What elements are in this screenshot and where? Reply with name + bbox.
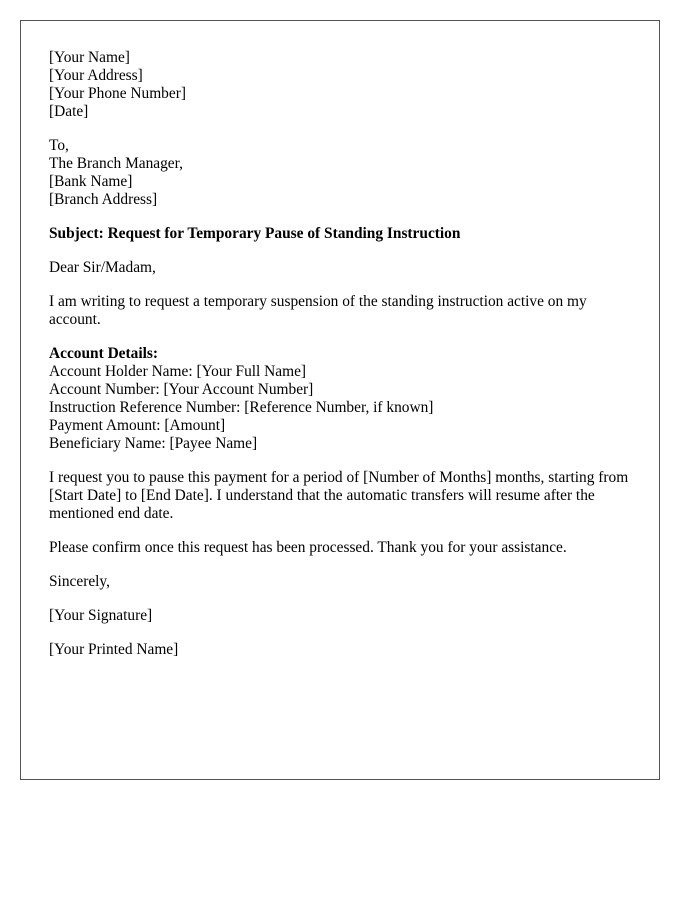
account-details-block [49, 345, 639, 453]
confirmation-paragraph: Please confirm once this request has been processed. Thank you for your assistance. [49, 539, 567, 556]
sender-address: [Your Address] [49, 67, 143, 84]
request-paragraph: I request you to pause this payment for a period of [Number of Months] months, starting from [Start Date] to [End Date]. I understand that the automatic transfers will resume after the mentioned end date. [49, 469, 629, 522]
payment-amount: Payment Amount: [Amount] [49, 417, 226, 434]
recipient-bank-name: [Bank Name] [49, 173, 133, 190]
sender-phone: [Your Phone Number] [49, 85, 186, 102]
beneficiary-name: Beneficiary Name: [Payee Name] [49, 435, 258, 452]
letter-page [20, 20, 660, 780]
letter-date: [Date] [49, 103, 89, 120]
sender-name: [Your Name] [49, 49, 130, 66]
signature-placeholder: [Your Signature] [49, 607, 153, 624]
account-details-heading: Account Details: [49, 345, 158, 362]
instruction-reference-number: Instruction Reference Number: [Reference Number, if known] [49, 399, 434, 416]
sender-block [49, 49, 639, 121]
printed-name-placeholder: [Your Printed Name] [49, 641, 179, 658]
account-holder-name: Account Holder Name: [Your Full Name] [49, 363, 307, 380]
letter-content [49, 49, 639, 675]
recipient-block [49, 137, 639, 209]
subject-line: Subject: Request for Temporary Pause of Standing Instruction [49, 225, 461, 242]
salutation: Dear Sir/Madam, [49, 259, 156, 276]
recipient-title: The Branch Manager, [49, 155, 183, 172]
account-number: Account Number: [Your Account Number] [49, 381, 314, 398]
recipient-branch-address: [Branch Address] [49, 191, 158, 208]
intro-paragraph: I am writing to request a temporary suspension of the standing instruction active on my account. [49, 293, 587, 328]
closing: Sincerely, [49, 573, 110, 590]
recipient-to: To, [49, 137, 69, 154]
